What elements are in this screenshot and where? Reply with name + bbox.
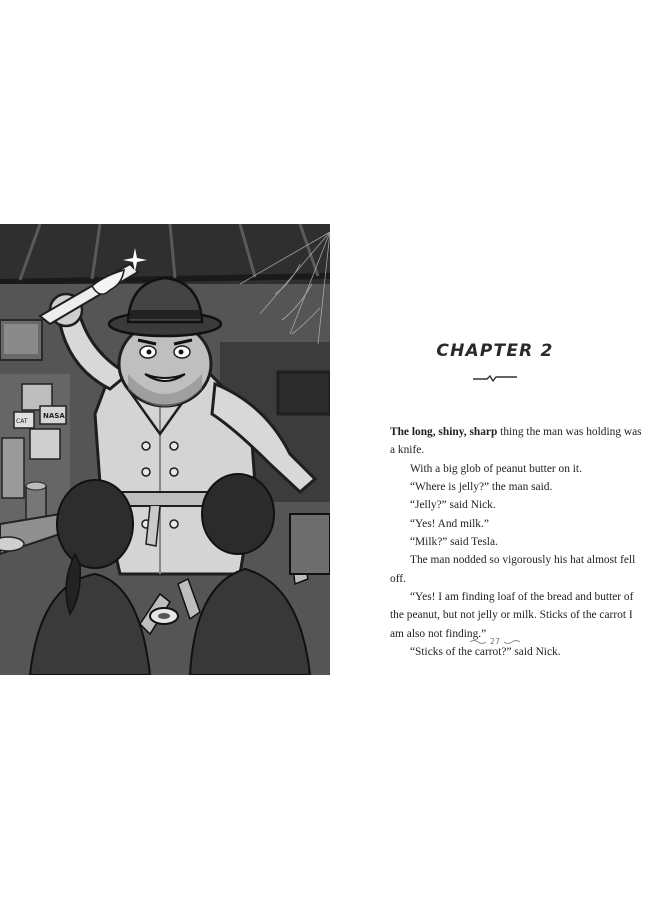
chapter-body: [390, 423, 642, 661]
folio-squiggle-left-icon: [470, 639, 486, 645]
chapter-flourish-icon: [473, 374, 517, 382]
paragraph: “Yes! And milk.”: [410, 517, 489, 530]
opening-rest: thing the man was holding was a knife.: [390, 426, 642, 457]
chapter-illustration: [0, 224, 330, 675]
paragraph: “Yes! I am finding loaf of the bread and butter of the peanut, but not jelly or milk. Sticks of the carrot I am also not finding.”: [390, 591, 634, 640]
cat-sticker: CAT: [16, 418, 28, 425]
chapter-title: CHAPTER 2: [436, 341, 554, 361]
lead-in-words: The long, shiny, sharp: [390, 426, 498, 438]
paragraph: “Where is jelly?” the man said.: [410, 481, 553, 494]
paragraph: “Sticks of the carrot?” said Nick.: [410, 646, 561, 659]
page-number: 27: [489, 637, 501, 646]
nasa-sticker: NASA: [43, 412, 65, 420]
folio-squiggle-right-icon: [504, 639, 520, 645]
illustration-art: [0, 224, 330, 675]
paragraph: With a big glob of peanut butter on it.: [410, 462, 582, 475]
right-page: [330, 0, 660, 900]
paragraph-opening: [390, 423, 642, 460]
paragraph: “Jelly?” said Nick.: [410, 499, 496, 512]
page-folio: [330, 637, 660, 646]
paragraph: “Milk?” said Tesla.: [410, 536, 498, 549]
paragraph: The man nodded so vigorously his hat almost fell off.: [390, 554, 636, 585]
